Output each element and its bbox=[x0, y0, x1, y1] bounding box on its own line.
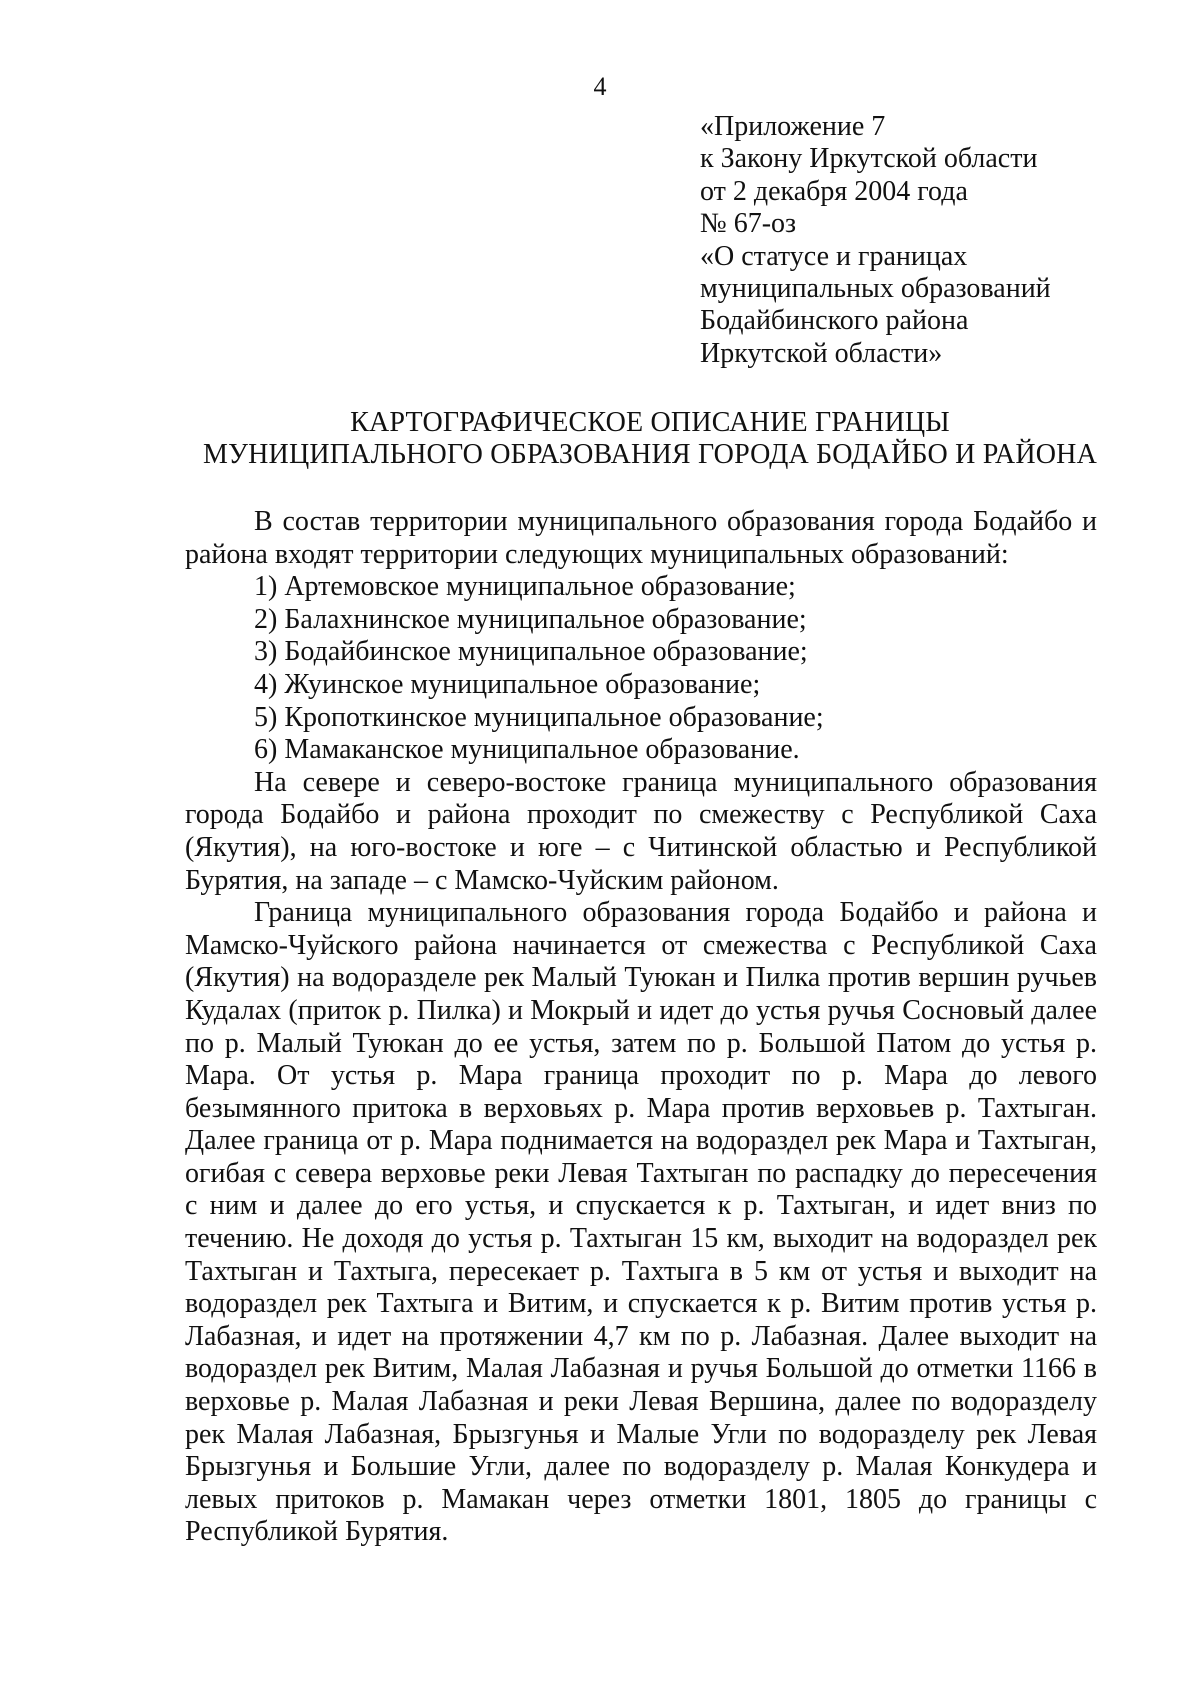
appendix-line: от 2 декабря 2004 года bbox=[700, 175, 968, 207]
list-item: 4) Жуинское муниципальное образование; bbox=[254, 668, 761, 700]
list-item: 2) Балахнинское муниципальное образование; bbox=[254, 603, 807, 635]
appendix-line: «Приложение 7 bbox=[700, 111, 886, 142]
document-title bbox=[0, 407, 1200, 471]
appendix-line: к Закону Иркутской области bbox=[700, 143, 1038, 175]
list-item: 5) Кропоткинское муниципальное образование; bbox=[254, 701, 824, 733]
list-item: 3) Бодайбинское муниципальное образование; bbox=[254, 636, 808, 668]
intro-paragraph: В состав территории муниципального образования города Бодайбо и района входят территории следующих муниципальных образований: bbox=[185, 506, 1097, 570]
appendix-line: «О статусе и границах bbox=[700, 240, 968, 272]
page-number: 4 bbox=[593, 72, 607, 101]
appendix-line: № 67-оз bbox=[700, 208, 797, 240]
neighbors-paragraph: На севере и северо-востоке граница муниципального образования города Бодайбо и района проходит по смежеству с Республикой Саха (Якутия), на юго-востоке и юге – с Читинской областью и Республикой Бурятия, на западе – с Мамско-Чуйским районом. bbox=[185, 766, 1097, 896]
list-item: 6) Мамаканское муниципальное образование. bbox=[254, 734, 800, 766]
appendix-reference-block bbox=[700, 111, 1160, 370]
appendix-line: муниципальных образований bbox=[700, 273, 1051, 305]
title-line-1: КАРТОГРАФИЧЕСКОЕ ОПИСАНИЕ ГРАНИЦЫ bbox=[350, 407, 950, 438]
boundary-description-paragraph: Граница муниципального образования города Бодайбо и района и Мамско-Чуйского района начинается от смежества с Республикой Саха (Якутия) на водоразделе рек Малый Туюкан и Пилка против вершин ручьев Кудалах (приток р. Пилка) и Мокрый и идет до устья ручья Сосновый далее по р. Малый Туюкан до ее устья, затем по р. Большой Патом до устья р. Мара. От устья р. Мара граница проходит по р. Мара до левого безымянного притока в верховьях р. Мара против верховьев р. Тахтыган. Далее граница от р. Мара поднимается на водораздел рек Мара и Тахтыган, огибая с севера верховье реки Левая Тахтыган по распадку до пересечения с ним и далее до его устья, и спускается к р. Тахтыган, и идет вниз по течению. Не доходя до устья р. Тахтыган 15 км, выходит на водораздел рек Тахтыган и Тахтыга, пересекает р. Тахтыга в 5 км от устья и выходит на водораздел рек Тахтыга и Витим, и спускается к р. Витим против устья р. Лабазная, и идет на протяжении 4,7 км по р. Лабазная. Далее выходит на водораздел рек Витим, Малая Лабазная и ручья Большой до отметки 1166 в верховье р. Малая Лабазная и реки Левая Вершина, далее по водоразделу рек Малая Лабазная, Брызгунья и Малые Угли по водоразделу рек Левая Брызгунья и Большие Угли, далее по водоразделу р. Малая Конкудера и левых притоков р. Мамакан через отметки 1801, 1805 до границы с Республикой Бурятия. bbox=[185, 897, 1097, 1548]
appendix-line: Бодайбинского района bbox=[700, 305, 969, 337]
document-body bbox=[185, 506, 1097, 1549]
list-item: 1) Артемовское муниципальное образование; bbox=[254, 571, 796, 603]
appendix-line: Иркутской области» bbox=[700, 337, 943, 369]
title-line-2: МУНИЦИПАЛЬНОГО ОБРАЗОВАНИЯ ГОРОДА БОДАЙБО И РАЙОНА bbox=[202, 439, 1098, 470]
